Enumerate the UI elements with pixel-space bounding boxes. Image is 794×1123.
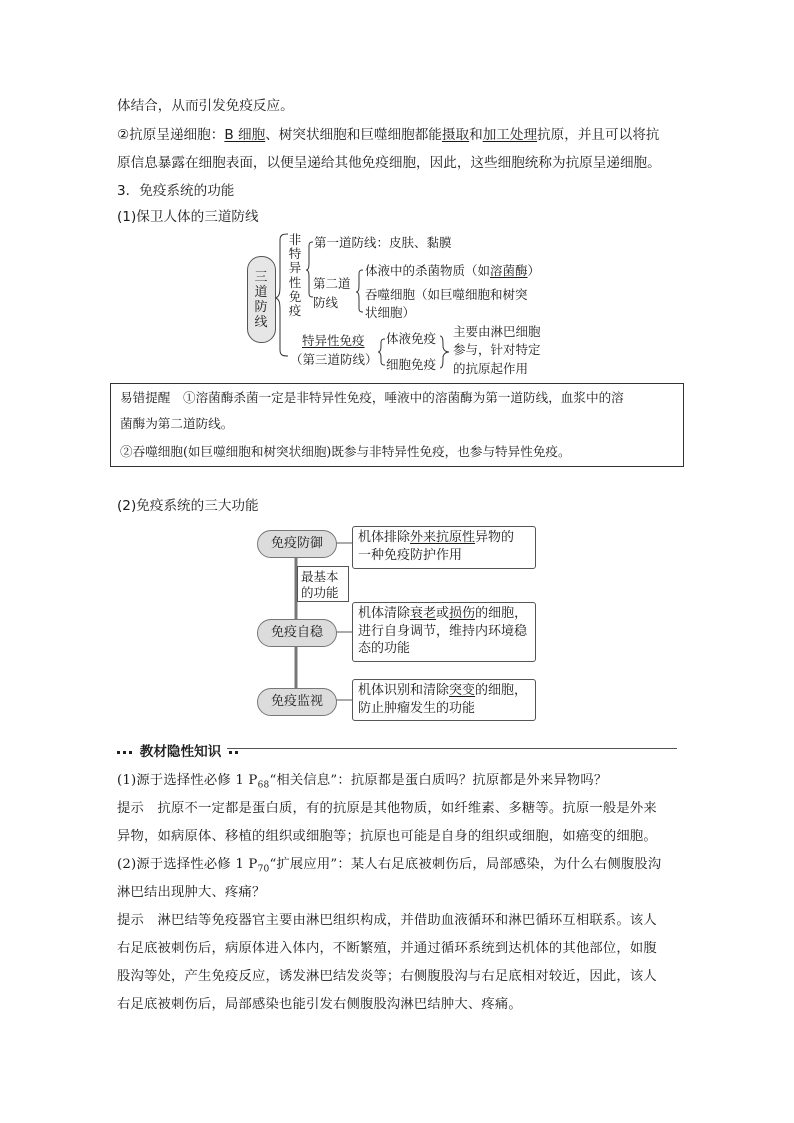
basic-function-box: [297, 566, 349, 602]
desc-line: 防止肿瘤发生的功能: [358, 700, 476, 716]
desc-line: [358, 682, 530, 700]
second-line-label-a: 第二道: [313, 276, 351, 291]
page-sub: 70: [257, 864, 270, 875]
square-bullet-icon: [123, 751, 126, 754]
underlined-term: 加工处理: [482, 127, 538, 143]
square-bullet-icon: [229, 751, 232, 754]
immune-surveillance-desc: [352, 679, 536, 721]
text: “扩展应用”：某人右足底被刺伤后，局部感染，为什么右侧腹股沟: [269, 857, 662, 872]
underlined-term: 外来抗原性: [410, 530, 476, 545]
square-bullet-icon: [235, 751, 238, 754]
lymph-note-3: 的抗原起作用: [453, 361, 529, 376]
nonspecific-label: 非特异性免疫: [288, 232, 302, 319]
immune-defense-node: 免疫防御: [257, 530, 337, 558]
lymph-note-2: 参与，针对特定: [453, 342, 541, 357]
underlined-term: 溶菌酶: [490, 263, 528, 278]
cellular-immunity: 细胞免疫: [386, 357, 437, 372]
desc-line: [358, 529, 530, 547]
text: 和: [469, 127, 483, 143]
square-bullet-icon: [117, 751, 120, 754]
underlined-term: 突变: [449, 683, 476, 698]
q2: [117, 856, 661, 879]
underlined-term: 损伤: [449, 606, 476, 621]
section-heading-3: 3．免疫系统的功能: [117, 183, 235, 199]
hidden-knowledge-title: [117, 740, 677, 758]
text: 的细胞，: [475, 606, 528, 621]
text: ）: [527, 263, 541, 278]
basic-line-2: 的功能: [301, 585, 339, 600]
text: 异物的: [475, 530, 515, 545]
a2-line-1: 提示 淋巴结等免疫器官主要由淋巴组织构成，并借助血液循环和淋巴循环互相联系。该人: [117, 913, 657, 928]
a2-line-4: 右足底被刺伤后，局部感染也能引发右侧腹股沟淋巴结肿大、疼痛。: [117, 997, 522, 1012]
text: 机体清除: [358, 606, 411, 621]
page-sub: 68: [257, 780, 270, 791]
a2-line-2: 右足底被刺伤后，病原体进入体内，不断繁殖，并通过循环系统到达机体的其他部位，如腹: [117, 941, 657, 956]
immune-homeostasis-node: 免疫自稳: [257, 619, 337, 647]
subheading-1: (1)保卫人体的三道防线: [117, 209, 259, 225]
phagocyte-line-1: 吞噬细胞（如巨噬细胞和树突: [365, 287, 528, 302]
underlined-term: 特异性免疫: [302, 333, 365, 348]
phagocyte-line-2: 状细胞）: [365, 305, 416, 320]
text: 、树突状细胞和巨噬细胞都能: [265, 127, 442, 143]
a1-line-1: 提示 抗原不一定都是蛋白质，有的抗原是其他物质，如纤维素、多糖等。抗原一般是外来: [117, 801, 657, 816]
immune-surveillance-node: 免疫监视: [257, 688, 337, 716]
text: 或: [436, 606, 450, 621]
root-label: 三道防线: [254, 270, 268, 330]
desc-line: 态的功能: [358, 641, 411, 656]
a2-line-3: 股沟等处，产生免疫反应，诱发淋巴结发炎等；右侧腹股沟与右足底相对较近，因此，该人: [117, 969, 657, 984]
text: ②抗原呈递细胞：: [117, 127, 225, 143]
text: (1)源于选择性必修 1 P: [117, 773, 258, 788]
tip-line-3: ②吞噬细胞(如巨噬细胞和树突状细胞)既参与非特异性免疫，也参与特异性免疫。: [120, 444, 571, 459]
underlined-term: 摄取: [441, 127, 470, 143]
underlined-term: B 细胞: [224, 127, 266, 143]
lymph-note-1: 主要由淋巴细胞: [453, 324, 541, 339]
subheading-2: (2)免疫系统的三大功能: [117, 498, 259, 514]
first-line-label: 第一道防线：皮肤、黏膜: [314, 235, 452, 250]
tip-line-2: 菌酶为第二道防线。: [120, 416, 234, 431]
immune-homeostasis-desc: [352, 602, 536, 662]
desc-line: 进行自身调节，维持内环境稳: [358, 623, 528, 639]
title-text: 教材隐性知识: [139, 744, 222, 760]
underlined-term: 衰老: [410, 606, 437, 621]
second-line-label-b: 防线: [313, 295, 339, 310]
text: 机体排除: [358, 530, 411, 545]
text: “相关信息”：抗原都是蛋白质吗？抗原都是外来异物吗？: [269, 773, 608, 788]
immune-defense-desc: [352, 526, 536, 569]
third-line-label: （第三道防线）: [290, 352, 378, 367]
tip-label: 易错提醒: [120, 390, 171, 405]
text: 的细胞，: [475, 683, 528, 698]
desc-line: 一种免疫防护作用: [358, 547, 463, 563]
para-line-1: 体结合，从而引发免疫反应。: [117, 98, 294, 114]
text: (2)源于选择性必修 1 P: [117, 857, 258, 872]
square-bullet-icon: [129, 751, 132, 754]
a1-line-2: 异物，如病原体、移植的组织或细胞等；抗原也可能是自身的组织或细胞，如癌变的细胞。: [117, 829, 657, 844]
desc-line: [358, 605, 530, 623]
text: ①溶菌酶杀菌一定是非特异性免疫，唾液中的溶菌酶为第一道防线，血浆中的溶: [182, 390, 624, 405]
text: 抗原，并且可以将抗: [537, 127, 660, 143]
basic-line-1: 最基本: [301, 569, 339, 584]
q2-line-2: 淋巴结出现肿大、疼痛？: [117, 885, 266, 900]
text: 体液中的杀菌物质（如: [365, 263, 491, 278]
para-line-3: 原信息暴露在细胞表面，以便呈递给其他免疫细胞，因此，这些细胞统称为抗原呈递细胞。: [117, 155, 661, 171]
q1: [117, 772, 607, 795]
text: 机体识别和清除: [358, 683, 450, 698]
divider-line: [227, 748, 677, 749]
humoral-immunity: 体液免疫: [386, 331, 437, 346]
